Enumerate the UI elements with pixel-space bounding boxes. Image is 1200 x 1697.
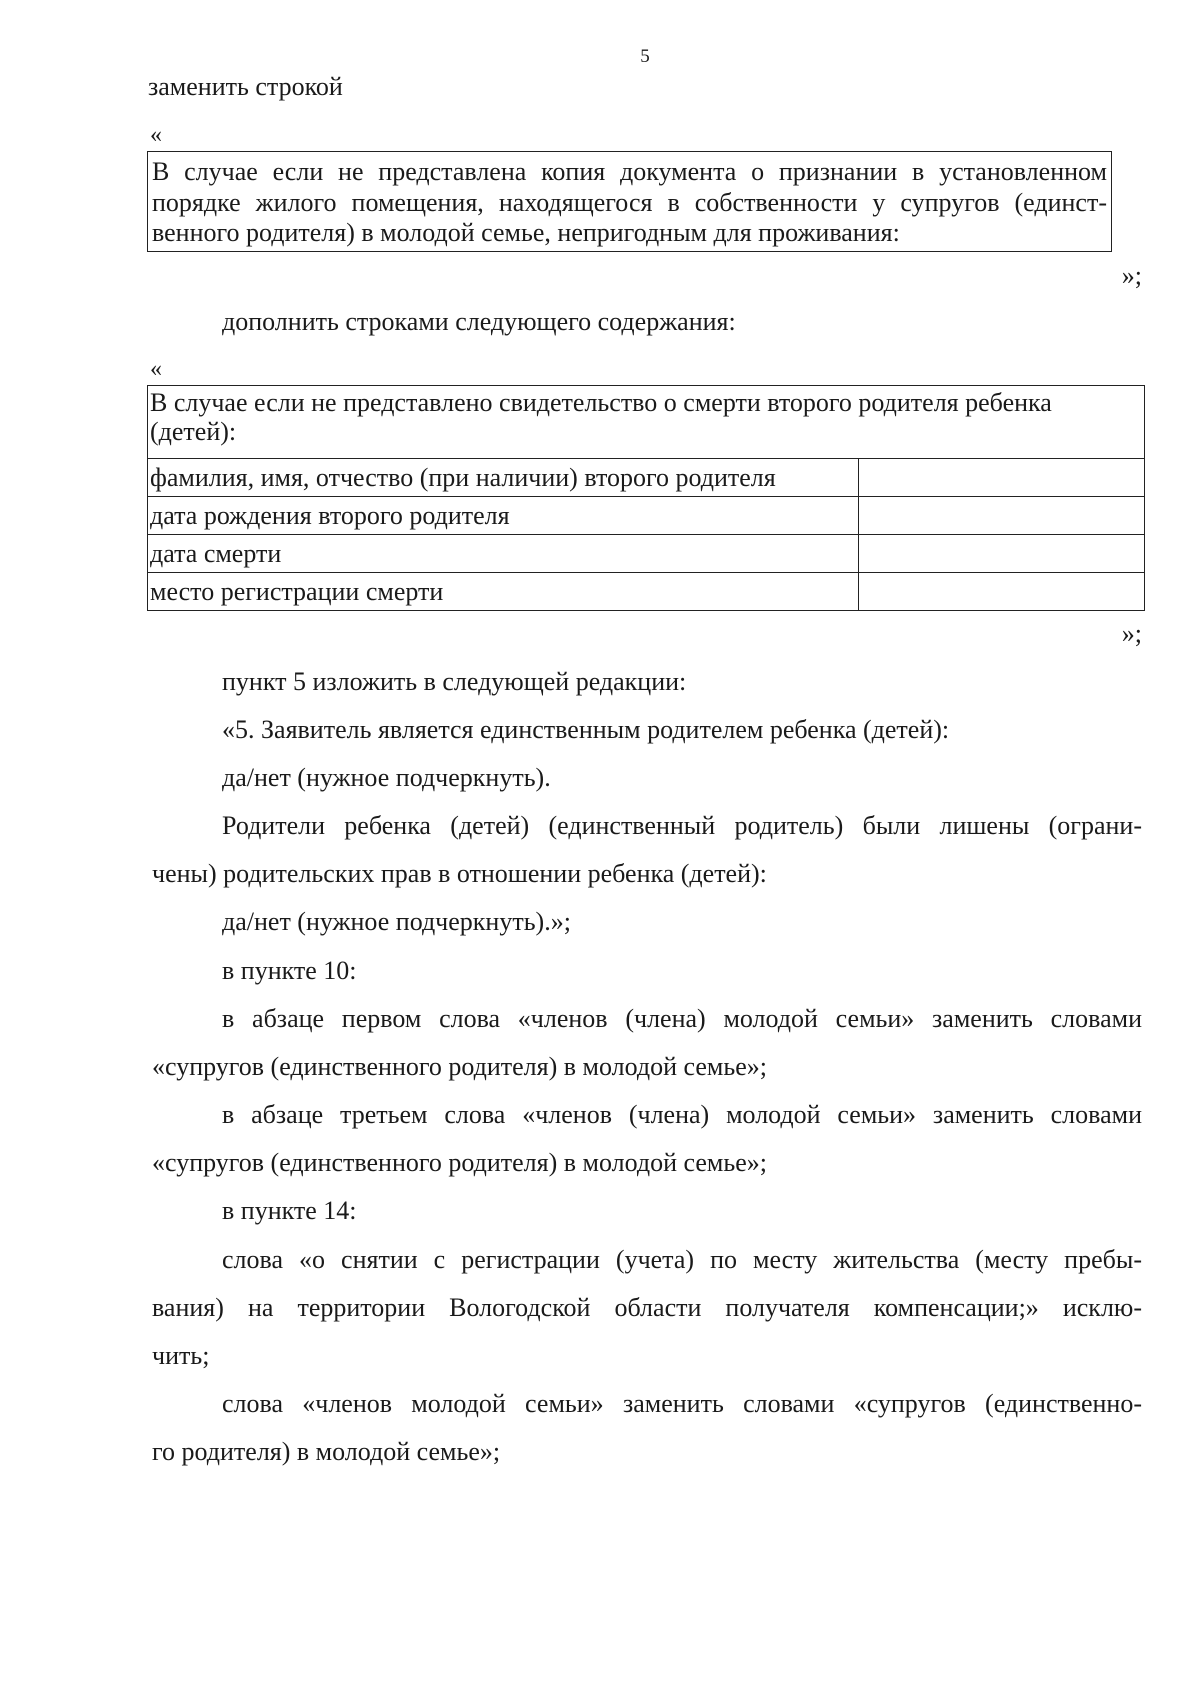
paragraph-p10-line3: чить; bbox=[152, 1341, 210, 1370]
row-label: место регистрации смерти bbox=[148, 573, 859, 611]
paragraph-p8-line1: в абзаце третьем слова «членов (члена) молодой семьи» заменить словами bbox=[222, 1100, 1142, 1129]
box1-line-3: венного родителя) в молодой семье, непригодным для проживания: bbox=[152, 218, 900, 247]
row-value-field[interactable] bbox=[859, 573, 1145, 611]
paragraph-p2: «5. Заявитель является единственным родителем ребенка (детей): bbox=[222, 715, 950, 744]
replace-intro: заменить строкой bbox=[148, 72, 343, 101]
paragraph-p10-line1: слова «о снятии с регистрации (учета) по месту жительства (месту пребы- bbox=[222, 1245, 1142, 1274]
paragraph-p5: да/нет (нужное подчеркнуть).»; bbox=[222, 907, 571, 936]
table-header-cell bbox=[148, 386, 1145, 459]
row-label: дата смерти bbox=[148, 535, 859, 573]
death-certificate-table bbox=[147, 385, 1145, 611]
table-row bbox=[148, 497, 1145, 535]
box1-line-2: порядке жилого помещения, находящегося в собственности у супругов (единст- bbox=[152, 187, 1107, 217]
paragraph-p4-line2: чены) родительских прав в отношении ребенка (детей): bbox=[152, 859, 767, 888]
paragraph-p1: пункт 5 изложить в следующей редакции: bbox=[222, 667, 687, 696]
open-quote-2: « bbox=[150, 356, 162, 382]
row-value-field[interactable] bbox=[859, 459, 1145, 497]
paragraph-p3: да/нет (нужное подчеркнуть). bbox=[222, 763, 551, 792]
paragraph-p10-line2: вания) на территории Вологодской области получателя компенсации;» исклю- bbox=[152, 1293, 1142, 1322]
row-label: фамилия, имя, отчество (при наличии) второго родителя bbox=[148, 459, 859, 497]
page-number: 5 bbox=[640, 46, 650, 67]
row-value-field[interactable] bbox=[859, 497, 1145, 535]
table-row bbox=[148, 573, 1145, 611]
box1-line-1: В случае если не представлена копия документа о признании в установленном bbox=[152, 157, 1107, 186]
paragraph-p11-line2: го родителя) в молодой семье»; bbox=[152, 1437, 501, 1466]
paragraph-p8-line2: «супругов (единственного родителя) в молодой семье»; bbox=[152, 1148, 767, 1177]
paragraph-p7-line2: «супругов (единственного родителя) в молодой семье»; bbox=[152, 1052, 767, 1081]
close-quote-2: »; bbox=[1121, 619, 1142, 648]
paragraph-p4-line1: Родители ребенка (детей) (единственный родитель) были лишены (ограни- bbox=[222, 811, 1142, 840]
open-quote-1: « bbox=[150, 122, 162, 148]
replacement-row-box bbox=[147, 151, 1112, 252]
table-row bbox=[148, 459, 1145, 497]
row-value-field[interactable] bbox=[859, 535, 1145, 573]
table-header-line-2: (детей): bbox=[150, 417, 237, 446]
paragraph-p11-line1: слова «членов молодой семьи» заменить словами «супругов (единственно- bbox=[222, 1389, 1142, 1418]
table-row bbox=[148, 535, 1145, 573]
supplement-intro: дополнить строками следующего содержания: bbox=[222, 307, 736, 336]
row-label: дата рождения второго родителя bbox=[148, 497, 859, 535]
table-header-line-1: В случае если не представлено свидетельство о смерти второго родителя ребенка bbox=[150, 388, 1052, 417]
close-quote-1: »; bbox=[1121, 261, 1142, 290]
paragraph-p7-line1: в абзаце первом слова «членов (члена) молодой семьи» заменить словами bbox=[222, 1004, 1142, 1033]
paragraph-p6: в пункте 10: bbox=[222, 956, 357, 985]
paragraph-p9: в пункте 14: bbox=[222, 1196, 357, 1225]
